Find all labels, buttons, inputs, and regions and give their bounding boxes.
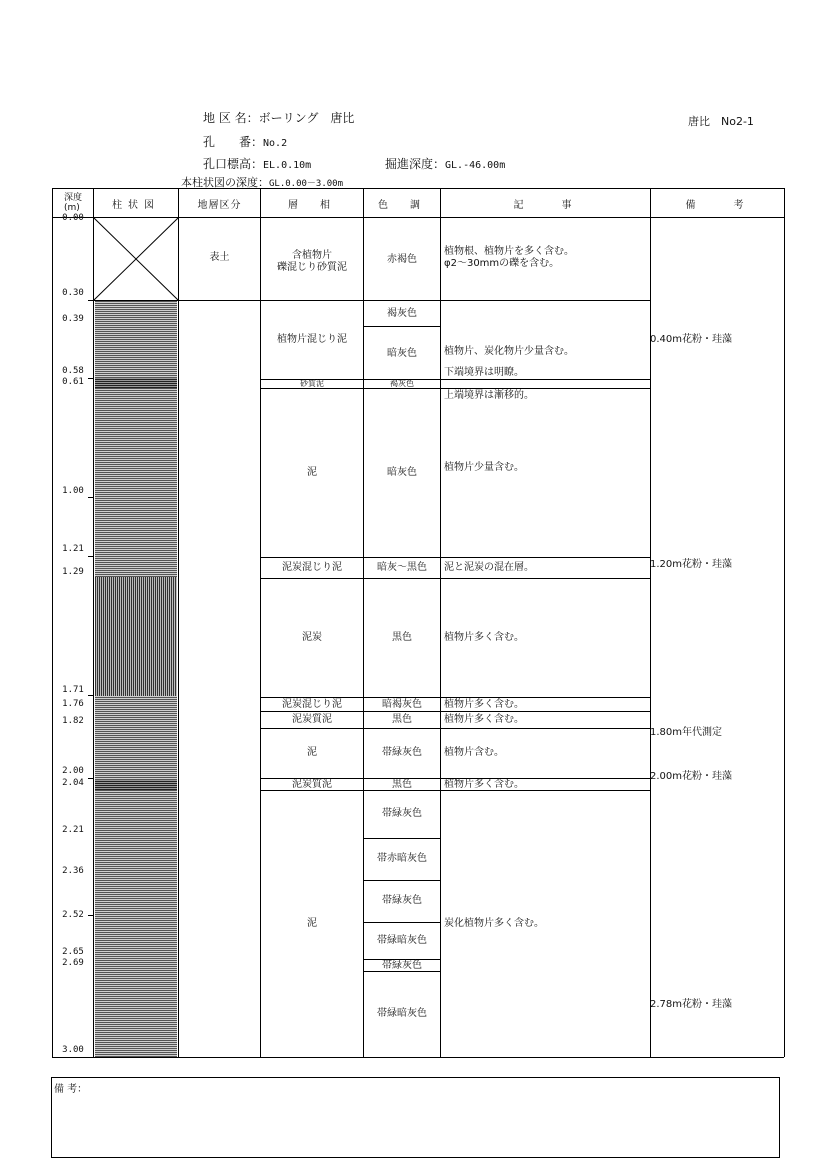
mud-pattern <box>95 301 177 378</box>
remark-note: 1.80m年代測定 <box>650 727 723 738</box>
description-cell: 泥と泥炭の混在層。 <box>444 562 534 573</box>
depth-label: 1.29 <box>62 567 84 577</box>
depth-label: 2.36 <box>62 866 84 876</box>
depth-label: 2.52 <box>62 910 84 920</box>
color-cell: 黒色 <box>392 778 412 790</box>
footer-remarks-box <box>51 1077 780 1158</box>
description-cell: 植物片多く含む。 <box>444 632 524 643</box>
depth-label: 0.00 <box>62 213 84 223</box>
column-header-depth: 深度 (m) <box>63 193 82 213</box>
log-depth-value: GL.0.00－3.00m <box>269 179 344 189</box>
facies-cell: 泥炭 <box>302 632 322 643</box>
stratum-topsoil: 表土 <box>209 252 230 263</box>
color-cell: 帯緑灰色 <box>382 808 422 819</box>
column-header-color: 色 調 <box>378 199 426 211</box>
column-header-log: 柱状図 <box>112 199 160 211</box>
facies-cell: 泥 <box>307 747 317 758</box>
facies-cell: 泥 <box>307 467 317 478</box>
area-label: 地 区 名： <box>203 111 259 125</box>
column-header-description: 記 事 <box>513 199 578 211</box>
depth-label: 0.61 <box>62 377 84 387</box>
remark-note: 2.00m花粉・珪藻 <box>650 771 733 782</box>
description-cell: 植物片多く含む。 <box>444 698 524 710</box>
footer-remarks-label: 備 考： <box>54 1084 88 1095</box>
depth-label: 1.21 <box>62 544 84 554</box>
depth-label: 3.00 <box>62 1045 84 1055</box>
color-cell: 暗灰色 <box>387 467 417 478</box>
depth-label: 0.58 <box>62 366 84 376</box>
mud-pattern <box>95 790 177 1057</box>
color-cell: 帯緑灰色 <box>382 747 422 758</box>
color-cell: 帯緑灰色 <box>382 895 422 906</box>
peat-pattern <box>95 577 177 696</box>
facies-cell: 泥 <box>307 918 317 929</box>
description-cell: 植物片多く含む。 <box>444 714 524 725</box>
document-id: 唐比 No2-1 <box>688 115 754 128</box>
mud-pattern <box>95 388 177 577</box>
peaty-mud-pattern <box>95 780 177 790</box>
facies-cell: 泥炭質泥 <box>292 778 332 790</box>
facies-cell: 泥炭混じり泥 <box>282 562 342 573</box>
description-cell: 植物片含む。 <box>444 747 504 758</box>
elevation-label: 孔口標高： <box>203 157 264 171</box>
color-cell: 黒色 <box>392 714 412 725</box>
depth-label: 2.04 <box>62 778 84 788</box>
elevation-value: EL.0.10m <box>263 160 312 171</box>
facies-cell: 植物片混じり泥 <box>277 334 347 345</box>
depth-label: 1.00 <box>62 486 84 496</box>
color-cell: 帯緑灰色 <box>382 959 422 971</box>
facies-cell: 泥炭混じり泥 <box>282 698 342 710</box>
description-cell: 植物片、炭化物片少量含む。 <box>444 346 574 357</box>
remark-note: 2.78m花粉・珪藻 <box>650 999 733 1010</box>
facies-cell: 砂質泥 <box>300 378 324 388</box>
color-cell: 褐灰色 <box>390 378 414 388</box>
mud-pattern <box>95 696 177 780</box>
description-cell: 炭化植物片多く含む。 <box>444 918 544 929</box>
area-value: ボーリング 唐比 <box>258 111 355 125</box>
depth-label: 2.65 <box>62 947 84 957</box>
depth-label: 1.76 <box>62 699 84 709</box>
depth-label: 1.82 <box>62 716 84 726</box>
log-depth-label: 本柱状図の深度： <box>181 176 269 189</box>
color-cell: 暗灰色 <box>387 348 417 359</box>
hole-value: No.2 <box>263 138 288 149</box>
hole-label: 孔 番： <box>203 135 264 149</box>
description-cell: 植物片少量含む。 <box>444 462 524 473</box>
facies-cell: 含植物片 礫混じり砂質泥 <box>277 250 347 273</box>
facies-cell: 泥炭質泥 <box>292 714 332 725</box>
description-cell: 植物片多く含む。 <box>444 778 524 790</box>
remark-note: 0.40m花粉・珪藻 <box>650 334 733 345</box>
color-cell: 褐灰色 <box>387 308 417 319</box>
depth-label: 2.69 <box>62 958 84 968</box>
color-cell: 帯緑暗灰色 <box>377 935 427 946</box>
sandy-mud-pattern <box>95 378 177 388</box>
color-cell: 帯緑暗灰色 <box>377 1008 427 1019</box>
description-cell: 上端境界は漸移的。 <box>444 389 534 401</box>
color-cell: 暗灰～黒色 <box>377 562 427 573</box>
depth-label: 0.39 <box>62 314 84 324</box>
color-cell: 黒色 <box>392 632 412 643</box>
drill-depth-value: GL.-46.00m <box>445 160 506 171</box>
depth-label: 0.30 <box>62 288 84 298</box>
column-header-remarks: 備 考 <box>685 199 750 211</box>
depth-label: 2.00 <box>62 766 84 776</box>
column-header-stratum: 地層区分 <box>197 199 242 211</box>
description-cell: 下端境界は明瞭。 <box>444 366 524 378</box>
topsoil-cross-symbol <box>94 218 178 300</box>
depth-label: 1.71 <box>62 685 84 695</box>
drill-depth-label: 掘進深度： <box>385 157 446 171</box>
color-cell: 帯赤暗灰色 <box>377 853 427 864</box>
color-cell: 赤褐色 <box>387 254 417 265</box>
description-cell: 植物根、植物片を多く含む。 φ2～30mmの礫を含む。 <box>444 246 574 269</box>
color-cell: 暗褐灰色 <box>382 698 422 710</box>
remark-note: 1.20m花粉・珪藻 <box>650 559 733 570</box>
column-header-facies: 層 相 <box>288 199 336 211</box>
depth-label: 2.21 <box>62 825 84 835</box>
